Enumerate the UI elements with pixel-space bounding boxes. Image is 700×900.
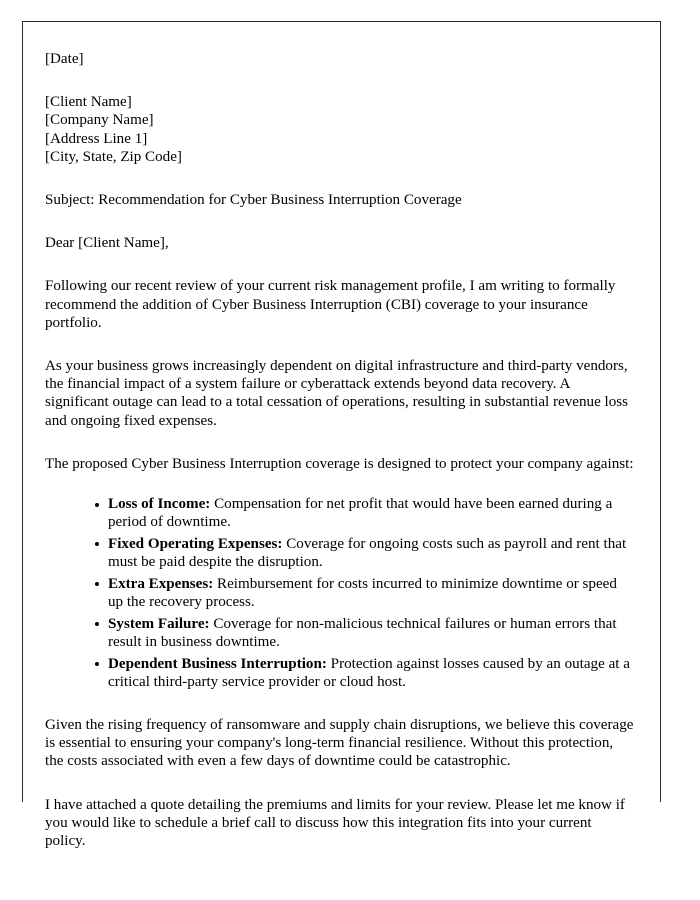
paragraph-intro: Following our recent review of your current risk management profile, I am writing to formally recommend the addition of Cyber Business Interruption (CBI) coverage to your insurance portfolio. — [45, 278, 616, 331]
bullet-icon — [95, 582, 99, 586]
bullet-icon — [95, 622, 99, 626]
bullet-icon — [95, 662, 99, 666]
coverage-item-description: Reimbursement for costs incurred to minimize downtime or speed up the recovery process. — [108, 575, 617, 611]
coverage-item-description: Protection against losses caused by an outage at a critical third-party service provider or cloud host. — [108, 655, 630, 690]
paragraph-rationale: As your business grows increasingly dependent on digital infrastructure and third-party vendors, the financial impact of a system failure or cyberattack extends beyond data recovery. A significant outage can lead to a total cessation of operations, resulting in substantial revenue loss and ongoing fixed expenses. — [45, 358, 629, 429]
coverage-item-term: Loss of Income: — [108, 496, 211, 513]
list-item — [95, 495, 634, 531]
paragraph-call-to-action: I have attached a quote detailing the premiums and limits for your review. Please let me know if you would like to schedule a brief call to discuss how this integration fits into your current policy. — [45, 796, 625, 850]
recipient-city-state-zip: [City, State, Zip Code] — [45, 148, 182, 165]
coverage-item-term: Extra Expenses: — [108, 575, 214, 592]
list-item — [95, 655, 634, 691]
recipient-address-block — [45, 93, 634, 166]
paragraph-list-lead-in: The proposed Cyber Business Interruption coverage is designed to protect your company against: — [45, 455, 634, 472]
coverage-item-description: Compensation for net profit that would have been earned during a period of downtime. — [108, 496, 613, 531]
salutation: Dear [Client Name], — [45, 235, 169, 252]
recipient-client-name: [Client Name] — [45, 94, 132, 111]
letter-body — [23, 22, 660, 850]
coverage-item-term: System Failure: — [108, 615, 210, 632]
coverage-item-term: Dependent Business Interruption: — [108, 655, 327, 672]
coverage-item-term: Fixed Operating Expenses: — [108, 535, 283, 552]
list-item — [95, 575, 634, 611]
recipient-address-line-1: [Address Line 1] — [45, 130, 148, 147]
coverage-item-description: Coverage for non-malicious technical failures or human errors that result in business downtime. — [108, 615, 617, 650]
coverage-items-list — [45, 495, 634, 691]
subject-line: Subject: Recommendation for Cyber Business Interruption Coverage — [45, 192, 462, 209]
bullet-icon — [95, 503, 99, 507]
coverage-item-description: Coverage for ongoing costs such as payroll and rent that must be paid despite the disruption. — [108, 535, 627, 571]
bullet-icon — [95, 542, 99, 546]
recipient-company-name: [Company Name] — [45, 112, 154, 129]
document-sheet — [22, 21, 661, 850]
date-placeholder: [Date] — [45, 51, 84, 67]
paragraph-closing-argument: Given the rising frequency of ransomware and supply chain disruptions, we believe this coverage is essential to ensuring your company's long-term financial resilience. Without this protection, the costs associated with even a few days of downtime could be catastrophic. — [45, 717, 634, 770]
list-item — [95, 615, 634, 651]
list-item — [95, 535, 634, 571]
